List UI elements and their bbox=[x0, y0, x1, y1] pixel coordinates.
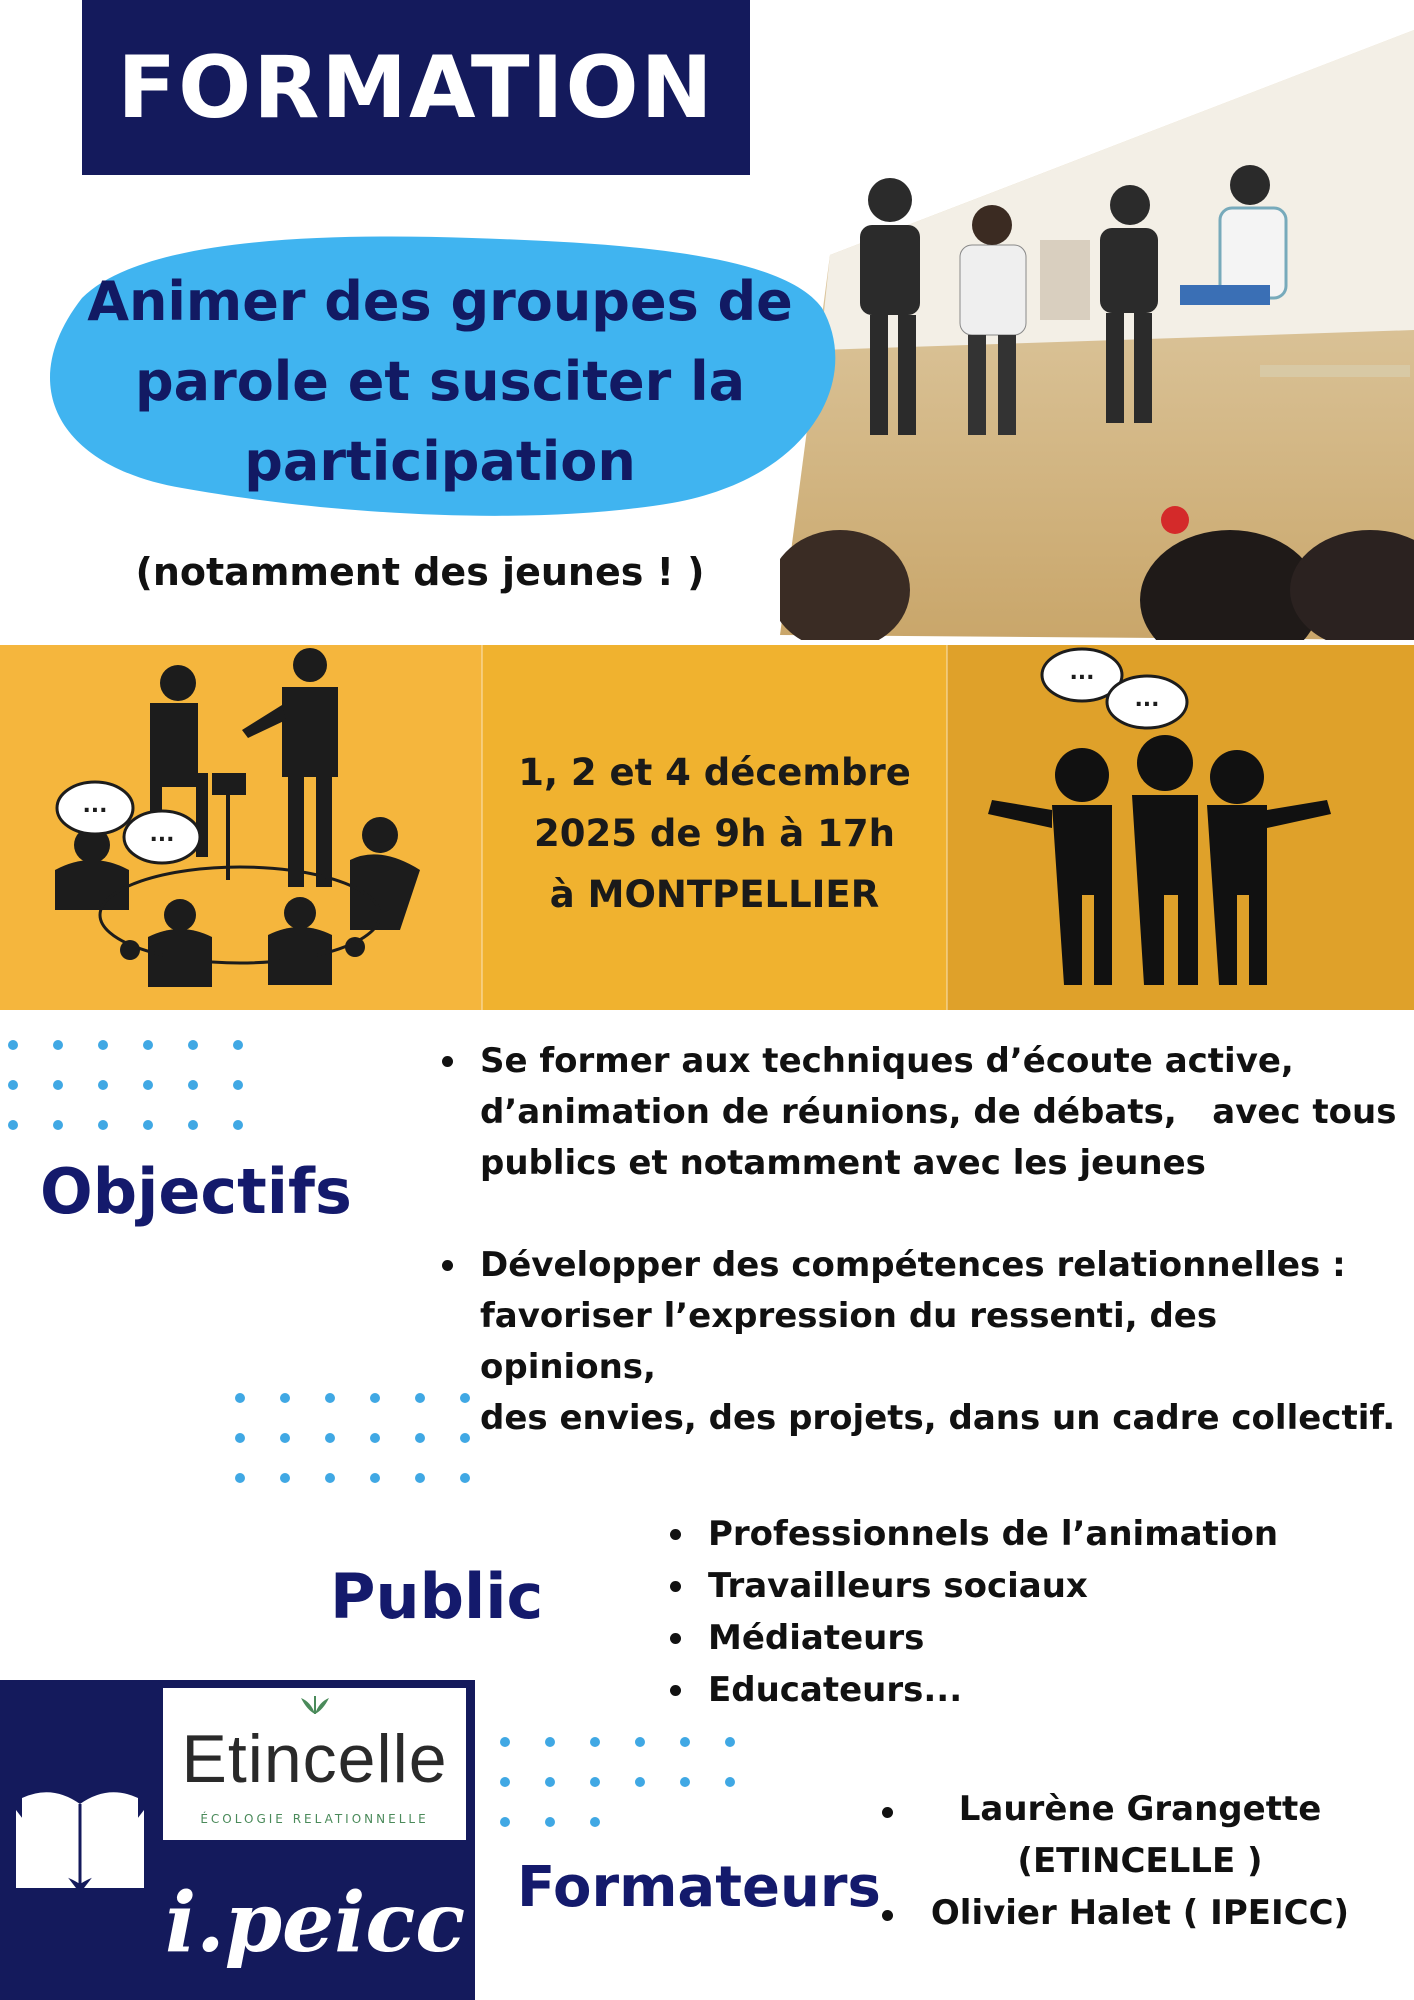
subtitle: (notamment des jeunes ! ) bbox=[135, 550, 705, 594]
list-item: Professionnels de l’animation bbox=[670, 1508, 1370, 1560]
header-banner bbox=[82, 0, 750, 175]
open-book-icon bbox=[14, 1780, 146, 1890]
headline bbox=[70, 262, 810, 502]
list-item bbox=[442, 1240, 1402, 1444]
etincelle-tagline: ÉCOLOGIE RELATIONNELLE bbox=[200, 1812, 429, 1826]
illustration-panel-right bbox=[947, 645, 1414, 1010]
list-item bbox=[442, 1036, 1402, 1189]
group-discussion-icon bbox=[0, 645, 482, 1010]
speech-bubble-text: ... bbox=[82, 793, 108, 818]
speech-bubble-text: ... bbox=[149, 822, 175, 847]
trainer-name: Laurène Grangette bbox=[958, 1789, 1322, 1829]
list-item-line: favoriser l’expression du ressenti, des opinions, bbox=[480, 1296, 1218, 1387]
event-dates: 1, 2 et 4 décembre bbox=[518, 751, 911, 794]
list-item-line: publics et notamment avec les jeunes bbox=[480, 1143, 1206, 1183]
trainer-name: Olivier Halet ( IPEICC) bbox=[930, 1893, 1350, 1933]
event-time: 2025 de 9h à 17h bbox=[534, 812, 895, 855]
list-item-line: Se former aux techniques d’écoute active, bbox=[480, 1041, 1294, 1081]
list-item-line: d’animation de réunions, de débats, avec tous bbox=[480, 1092, 1397, 1132]
event-location: à MONTPELLIER bbox=[549, 873, 880, 916]
etincelle-name: Etincelle bbox=[181, 1721, 448, 1797]
section-title-objectifs: Objectifs bbox=[40, 1155, 352, 1228]
section-title-public: Public bbox=[330, 1560, 544, 1633]
ipeicc-logo: i.peicc bbox=[165, 1875, 466, 1971]
headline-line: participation bbox=[244, 430, 636, 493]
public-list bbox=[670, 1508, 1370, 1716]
list-item-line: Développer des compétences relationnelles : bbox=[480, 1245, 1346, 1285]
list-item: Médiateurs bbox=[670, 1612, 1370, 1664]
list-item-line: des envies, des projets, dans un cadre collectif. bbox=[480, 1398, 1396, 1438]
speech-bubble-icon bbox=[1042, 649, 1187, 728]
objectifs-list bbox=[442, 1036, 1402, 1495]
header-label: FORMATION bbox=[117, 38, 715, 138]
list-item: Travailleurs sociaux bbox=[670, 1560, 1370, 1612]
people-group-icon bbox=[947, 645, 1414, 1010]
event-details bbox=[482, 742, 947, 925]
decorative-dots bbox=[500, 1737, 770, 1827]
section-title-formateurs: Formateurs bbox=[517, 1855, 881, 1920]
decorative-dots bbox=[8, 1040, 278, 1130]
speech-bubble-text: ... bbox=[1069, 660, 1095, 685]
headline-line: parole et susciter la bbox=[134, 350, 746, 413]
list-item: Educateurs... bbox=[670, 1664, 1370, 1716]
headline-line: Animer des groupes de bbox=[87, 270, 793, 333]
trainers-list bbox=[880, 1783, 1400, 1939]
speech-bubble-text: ... bbox=[1134, 687, 1160, 712]
trainer-org: (ETINCELLE ) bbox=[1017, 1841, 1263, 1881]
photo-discussion-panel bbox=[780, 30, 1414, 640]
leaf-icon bbox=[295, 1694, 335, 1716]
illustration-panel-left bbox=[0, 645, 482, 1010]
